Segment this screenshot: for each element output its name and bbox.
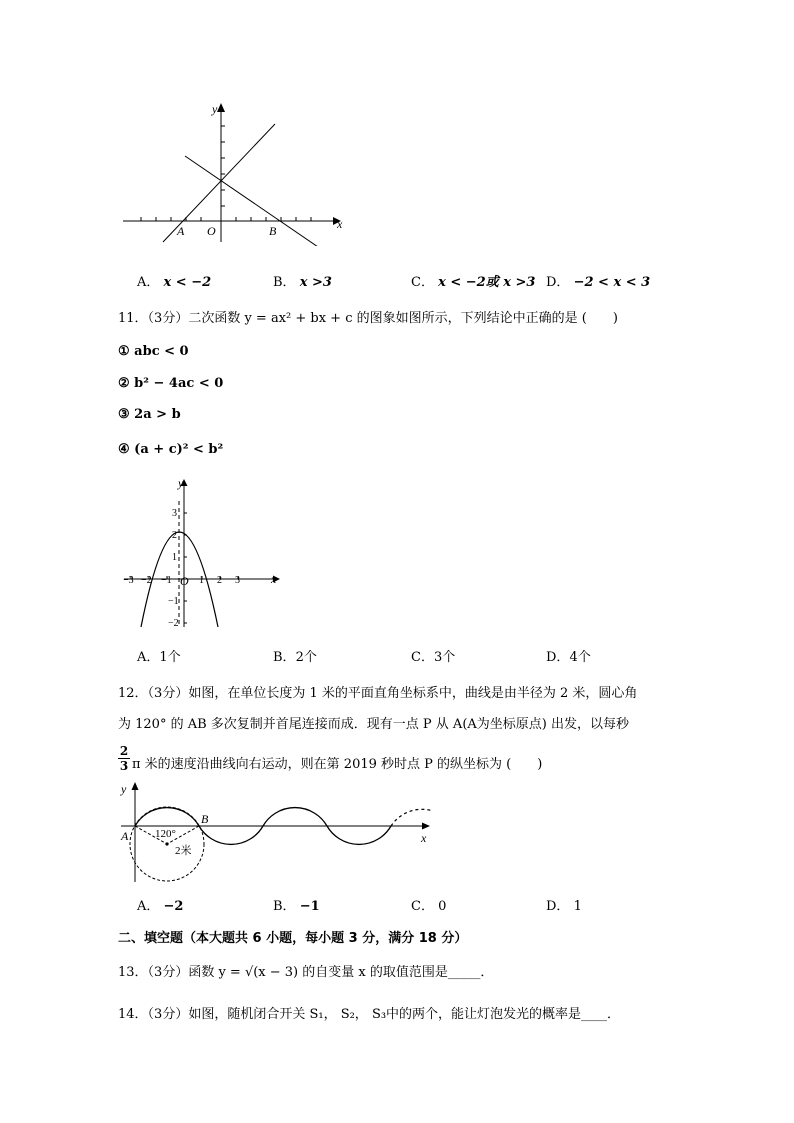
- option-text: −2: [163, 899, 184, 914]
- q12-stem-line-3: π 米的速度沿曲线向右运动，则在第 2019 秒时点 P 的纵坐标为 ( ): [132, 757, 543, 772]
- q11-option-d[interactable]: [546, 646, 591, 665]
- q11-statement-2: ② b² − 4ac < 0: [118, 376, 224, 391]
- q12-option-d[interactable]: [546, 895, 582, 914]
- q11-x-tick: −3: [123, 575, 134, 586]
- option-label: A．: [137, 899, 160, 914]
- option-label: B．: [273, 899, 296, 914]
- q11-y-tick: 1: [172, 552, 177, 563]
- q11-x-tick: −2: [141, 575, 152, 586]
- q10-falling-line: [185, 156, 321, 246]
- q11-x-tick: 1: [199, 575, 204, 586]
- option-text: 2个: [295, 650, 317, 665]
- q12-graph: [115, 778, 435, 888]
- q12-radius-label: 2米: [175, 845, 192, 857]
- q12-stem-line-1: 12．（3分）如图，在单位长度为 1 米的平面直角坐标系中，曲线是由半径为 2 米，圆心角: [118, 686, 638, 701]
- option-label: D．: [546, 899, 570, 914]
- q11-option-c[interactable]: [411, 646, 455, 665]
- option-label: B．: [273, 650, 296, 665]
- q12-wave-continuation: [391, 809, 433, 826]
- q11-y-tick: 2: [172, 530, 177, 541]
- q12-angle-label: 120°: [155, 828, 176, 840]
- section-2-heading: 二、填空题（本大题共 6 小题，每小题 3 分，满分 18 分）: [118, 931, 468, 946]
- q10-option-a[interactable]: [137, 271, 211, 290]
- q11-option-a[interactable]: [137, 646, 181, 665]
- option-text: 1个: [159, 650, 181, 665]
- q10-option-b[interactable]: [273, 271, 332, 290]
- option-label: C．: [411, 899, 434, 914]
- option-label: A．: [137, 650, 160, 665]
- q10-origin: O: [207, 224, 216, 238]
- option-text: 4个: [569, 650, 591, 665]
- q10-point-a: A: [177, 224, 185, 238]
- q11-y-label: y: [178, 477, 184, 490]
- q12-option-a[interactable]: [137, 895, 183, 914]
- q11-statement-1: ① abc < 0: [118, 344, 189, 359]
- q11-x-tick: 2: [217, 575, 222, 586]
- option-label: C．: [411, 650, 434, 665]
- q11-y-tick: −1: [168, 596, 179, 607]
- q11-statement-3: ③ 2a > b: [118, 407, 181, 422]
- q12-fraction-numerator: 2: [119, 744, 129, 758]
- q13-text: 13．（3分）函数 y = √(x − 3) 的自变量 x 的取值范围是_____．: [118, 965, 494, 980]
- option-text: x >3: [299, 275, 332, 290]
- q12-stem-line-2: 为 120° 的 AB 多次复制并首尾连接而成．现有一点 P 从 A(A为坐标原点) 出发，以每秒: [118, 717, 629, 732]
- q12-option-c[interactable]: [411, 895, 446, 914]
- option-text: 0: [438, 899, 447, 914]
- option-text: −2 < x < 3: [573, 275, 651, 290]
- q12-point-b: B: [201, 812, 209, 826]
- q12-point-a: A: [121, 829, 129, 843]
- q11-y-tick: 3: [172, 508, 177, 519]
- option-text: −1: [299, 899, 320, 914]
- option-label: C．: [411, 275, 434, 290]
- q11-x-tick: −1: [161, 575, 172, 586]
- q12-x-label: x: [421, 831, 427, 845]
- option-text: x < −2: [163, 275, 212, 290]
- option-text: 1: [573, 899, 582, 914]
- option-text: 3个: [433, 650, 456, 665]
- q10-point-b: B: [269, 224, 277, 238]
- option-label: A．: [137, 275, 160, 290]
- q11-stem: 11．（3分）二次函数 y = ax² + bx + c 的图象如图所示，下列结论中正确的是 ( ): [118, 311, 618, 326]
- q10-graph: [115, 98, 355, 246]
- q11-graph: [118, 477, 286, 629]
- q10-y-label: y: [212, 102, 218, 116]
- option-label: B．: [273, 275, 296, 290]
- q12-y-label: y: [121, 782, 127, 796]
- q14-text: 14．（3分）如图，随机闭合开关 S₁， S₂， S₃中的两个，能让灯泡发光的概率是____．: [118, 1007, 621, 1022]
- q11-origin: O: [180, 574, 189, 588]
- option-text: x < −2或 x >3: [438, 275, 536, 290]
- q11-x-tick: 3: [235, 575, 240, 586]
- q12-option-b[interactable]: [273, 895, 320, 914]
- q11-y-tick: −2: [168, 618, 179, 629]
- q11-x-label: x: [271, 572, 277, 586]
- q12-fraction-denominator: 3: [119, 759, 129, 773]
- q12-fraction: [118, 744, 130, 773]
- q11-option-b[interactable]: [273, 646, 317, 665]
- q10-option-c[interactable]: [411, 271, 535, 290]
- q10-option-d[interactable]: [546, 271, 650, 290]
- option-label: D．: [546, 650, 570, 665]
- option-label: D．: [546, 275, 570, 290]
- q10-x-label: x: [337, 217, 343, 231]
- q11-statement-4: ④ (a + c)² < b²: [118, 442, 224, 457]
